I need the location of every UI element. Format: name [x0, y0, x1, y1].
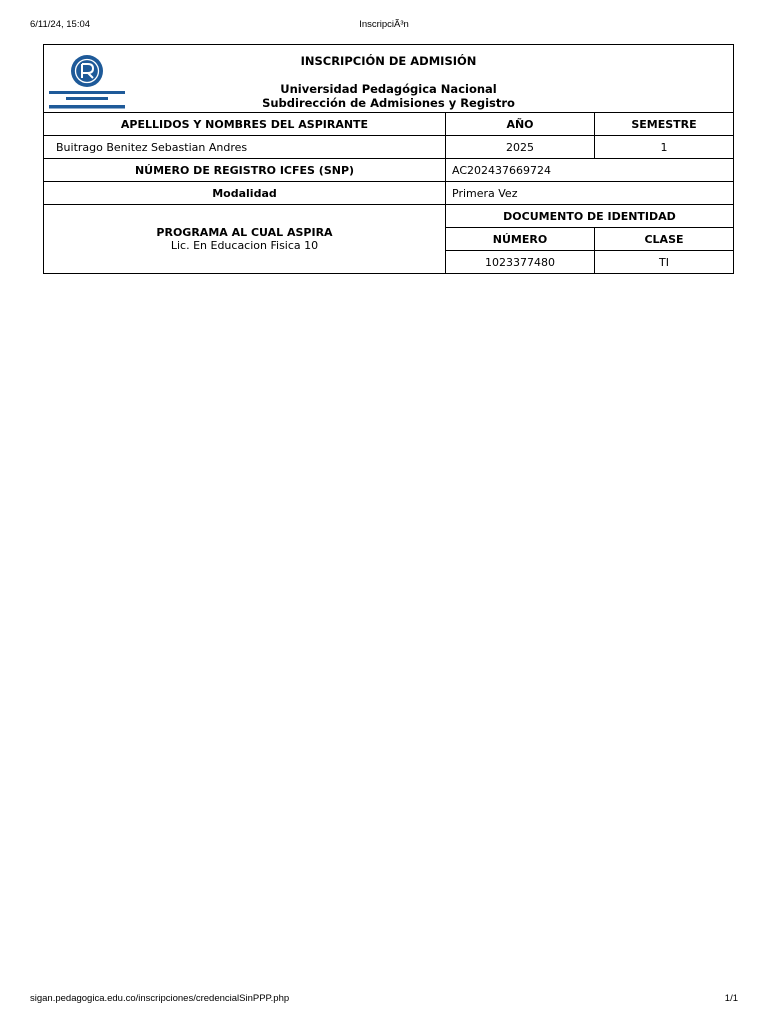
program-value: Lic. En Educacion Fisica 10: [170, 239, 319, 252]
university-name: Universidad Pedagógica Nacional: [280, 81, 497, 96]
modality-label: Modalidad: [44, 182, 446, 205]
applicant-header: APELLIDOS Y NOMBRES DEL ASPIRANTE: [44, 113, 446, 136]
form-header: [44, 45, 734, 113]
id-document-header: DOCUMENTO DE IDENTIDAD: [446, 205, 734, 228]
semester-header: SEMESTRE: [595, 113, 734, 136]
print-datetime: 6/11/24, 15:04: [30, 19, 91, 30]
form-title: INSCRIPCIÓN DE ADMISIÓN: [300, 53, 477, 68]
id-class-value: TI: [595, 251, 734, 274]
year-value: 2025: [446, 136, 595, 159]
applicant-name: Buitrago Benitez Sebastian Andres: [44, 136, 446, 159]
university-seal-icon: [48, 51, 126, 109]
print-footer: [0, 993, 768, 1007]
print-page-number: 1/1: [724, 993, 738, 1004]
print-url: sigan.pedagogica.edu.co/inscripciones/credencialSinPPP.php: [30, 993, 290, 1004]
program-cell: [44, 205, 446, 274]
id-number-header: NÚMERO: [446, 228, 595, 251]
modality-value: Primera Vez: [446, 182, 734, 205]
year-header: AÑO: [446, 113, 595, 136]
icfes-value: AC202437669724: [446, 159, 734, 182]
program-label: PROGRAMA AL CUAL ASPIRA: [156, 226, 333, 239]
print-header: [0, 19, 768, 33]
semester-value: 1: [595, 136, 734, 159]
id-number-value: 1023377480: [446, 251, 595, 274]
icfes-label: NÚMERO DE REGISTRO ICFES (SNP): [44, 159, 446, 182]
office-name: Subdirección de Admisiones y Registro: [262, 95, 515, 110]
id-class-header: CLASE: [595, 228, 734, 251]
admission-form-table: [43, 44, 734, 274]
print-page-title: InscripciÃ³n: [359, 19, 409, 30]
